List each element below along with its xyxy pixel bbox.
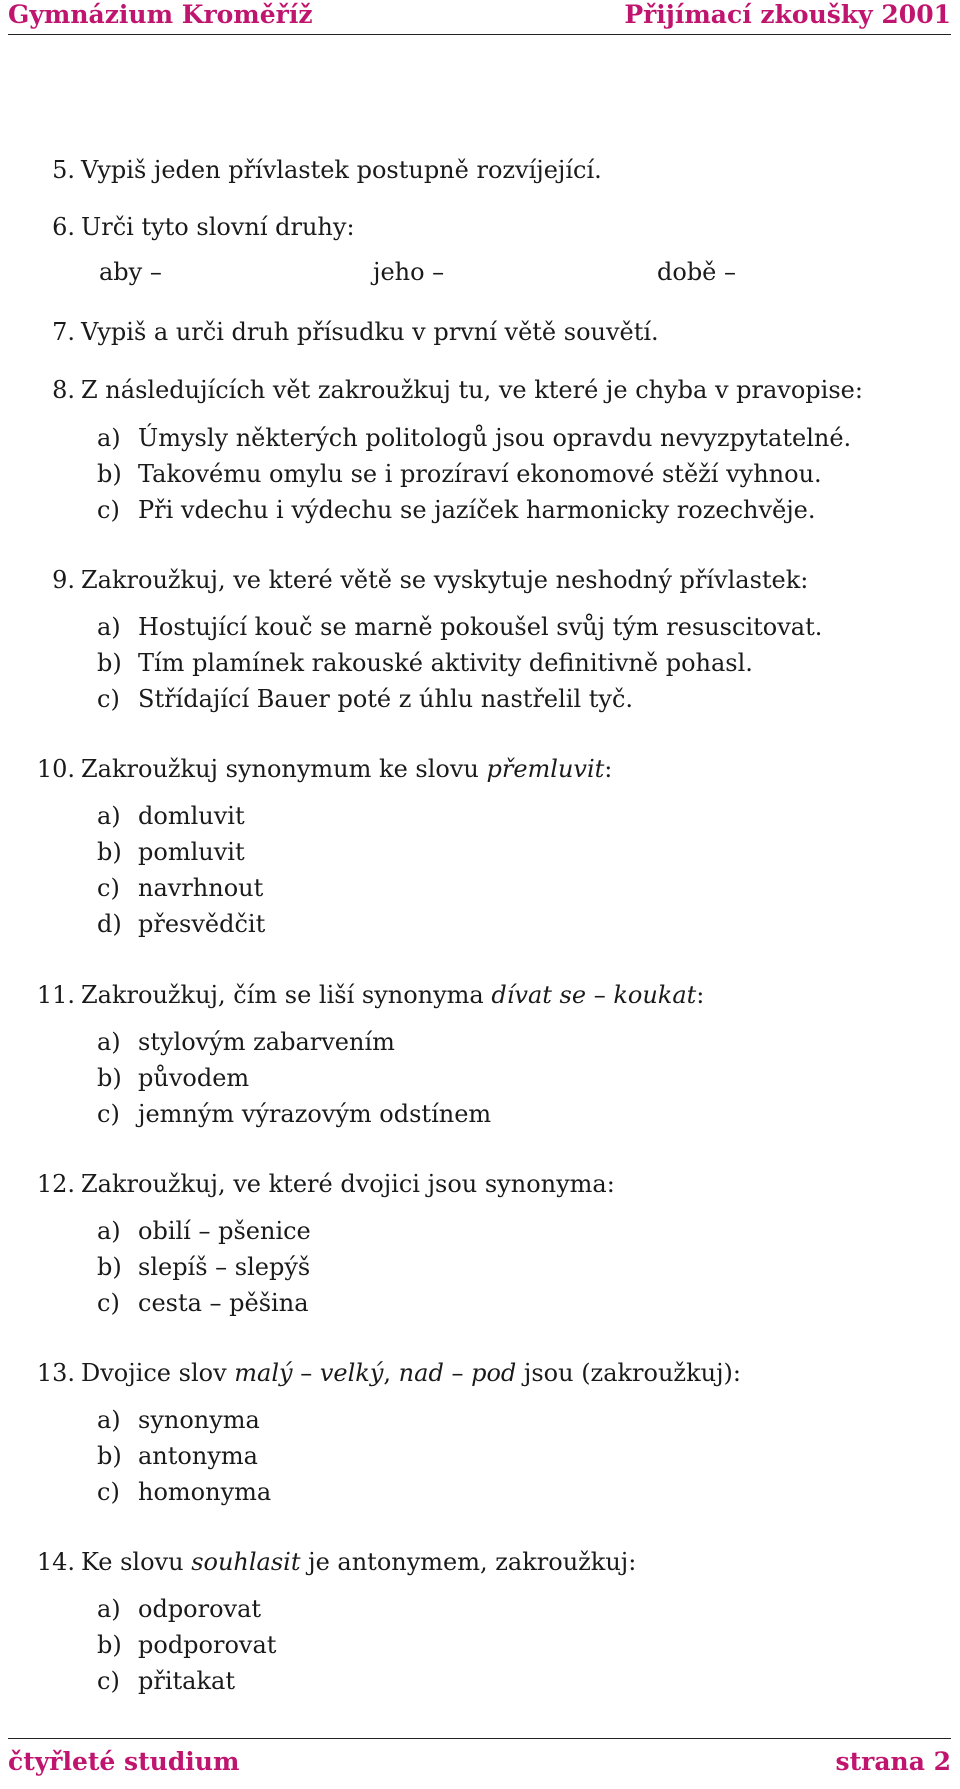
option-text: Tím plamínek rakouské aktivity definitivně pohasl. (138, 649, 753, 677)
option-text: Úmysly některých politologů jsou opravdu nevyzpytatelné. (138, 424, 852, 452)
question-keyword: pod (471, 1359, 517, 1387)
option-text: Takovému omylu se i prozíraví ekonomové stěží vyhnou. (138, 460, 822, 488)
question-5 (52, 156, 602, 184)
question-number: 12. (36, 1170, 75, 1198)
option-label: a) (97, 1217, 121, 1245)
question-text-pre: Dvojice slov (81, 1359, 235, 1387)
option-label: c) (97, 874, 120, 902)
option-text: obilí – pšenice (138, 1217, 311, 1245)
page-footer (8, 1738, 951, 1779)
question-text-post: : (604, 755, 613, 783)
question-dash: – (292, 1359, 320, 1387)
option-text: pomluvit (138, 838, 245, 866)
option-text: přesvědčit (138, 910, 266, 938)
question-text: Vypiš a urči druh přísudku v první větě souvětí. (81, 318, 659, 346)
option-10d[interactable] (97, 910, 265, 938)
question-number: 6. (52, 213, 75, 241)
question-text-post: : (696, 981, 705, 1009)
option-text: jemným výrazovým odstínem (138, 1100, 492, 1128)
option-9b[interactable] (97, 649, 753, 677)
question-text: Z následujících vět zakroužkuj tu, ve které je chyba v pravopise: (81, 376, 863, 404)
question-keyword: dívat se (491, 981, 587, 1009)
option-label: c) (97, 1289, 120, 1317)
option-label: b) (97, 1442, 122, 1470)
question-text-post: je antonymem, zakroužkuj: (300, 1548, 637, 1576)
question-keyword: přemluvit (486, 755, 605, 783)
option-12a[interactable] (97, 1217, 311, 1245)
option-text: Hostující kouč se marně pokoušel svůj tým resuscitovat. (138, 613, 823, 641)
option-text: přitakat (138, 1667, 235, 1695)
option-13b[interactable] (97, 1442, 258, 1470)
option-10b[interactable] (97, 838, 245, 866)
option-10c[interactable] (97, 874, 263, 902)
question-7 (52, 318, 659, 346)
option-13a[interactable] (97, 1406, 260, 1434)
question-keyword: velký (319, 1359, 384, 1387)
question-6 (52, 213, 355, 241)
option-text: antonyma (138, 1442, 258, 1470)
question-number: 13. (36, 1359, 75, 1387)
question-number: 5. (52, 156, 75, 184)
option-label: c) (97, 685, 120, 713)
option-label: c) (97, 1100, 120, 1128)
word-aby: aby – (99, 258, 162, 286)
option-text: homonyma (138, 1478, 272, 1506)
question-8 (52, 376, 863, 404)
option-label: a) (97, 1595, 121, 1623)
option-14a[interactable] (97, 1595, 261, 1623)
question-text-pre: Zakroužkuj, čím se liší synonyma (81, 981, 492, 1009)
question-10 (36, 755, 613, 783)
option-14c[interactable] (97, 1667, 235, 1695)
question-number: 10. (36, 755, 75, 783)
question-keyword: nad (398, 1359, 444, 1387)
option-text: slepíš – slepýš (138, 1253, 311, 1281)
question-text: Zakroužkuj, ve které dvojici jsou synonyma: (81, 1170, 615, 1198)
option-label: c) (97, 496, 120, 524)
question-13 (36, 1359, 741, 1387)
header-exam: Přijímací zkoušky 2001 (624, 0, 951, 29)
word-jeho: jeho – (373, 258, 445, 286)
option-label: a) (97, 613, 121, 641)
question-14 (36, 1548, 637, 1576)
option-label: b) (97, 649, 122, 677)
question-12 (36, 1170, 615, 1198)
option-text: synonyma (138, 1406, 260, 1434)
question-text: Zakroužkuj, ve které větě se vyskytuje neshodný přívlastek: (81, 566, 809, 594)
option-11a[interactable] (97, 1028, 395, 1056)
option-label: c) (97, 1667, 120, 1695)
page-header (8, 0, 951, 35)
option-label: a) (97, 802, 121, 830)
question-9 (52, 566, 809, 594)
question-keyword: koukat (613, 981, 697, 1009)
question-text-pre: Zakroužkuj synonymum ke slovu (81, 755, 487, 783)
option-8b[interactable] (97, 460, 822, 488)
option-text: Při vdechu i výdechu se jazíček harmonicky rozechvěje. (138, 496, 816, 524)
option-text: domluvit (138, 802, 245, 830)
option-11c[interactable] (97, 1100, 491, 1128)
question-text: Vypiš jeden přívlastek postupně rozvíjející. (81, 156, 602, 184)
option-text: cesta – pěšina (138, 1289, 309, 1317)
option-11b[interactable] (97, 1064, 249, 1092)
option-label: b) (97, 460, 122, 488)
footer-study-type: čtyřleté studium (8, 1747, 240, 1776)
question-number: 8. (52, 376, 75, 404)
option-label: d) (97, 910, 122, 938)
option-text: odporovat (138, 1595, 262, 1623)
option-label: a) (97, 424, 121, 452)
option-text: původem (138, 1064, 250, 1092)
option-label: a) (97, 1028, 121, 1056)
header-school: Gymnázium Kroměříž (8, 0, 313, 29)
option-label: b) (97, 1253, 122, 1281)
option-13c[interactable] (97, 1478, 271, 1506)
question-number: 14. (36, 1548, 75, 1576)
question-text: Urči tyto slovní druhy: (81, 213, 355, 241)
question-dash: – (443, 1359, 472, 1387)
option-label: b) (97, 1064, 122, 1092)
question-text-pre: Ke slovu (81, 1548, 192, 1576)
question-comma: , (383, 1359, 399, 1387)
option-9a[interactable] (97, 613, 822, 641)
option-9c[interactable] (97, 685, 633, 713)
question-number: 11. (36, 981, 75, 1009)
option-label: b) (97, 1631, 122, 1659)
option-text: Střídající Bauer poté z úhlu nastřelil tyč. (138, 685, 634, 713)
question-keyword: souhlasit (191, 1548, 301, 1576)
option-text: navrhnout (138, 874, 264, 902)
question-number: 7. (52, 318, 75, 346)
option-text: stylovým zabarvením (138, 1028, 395, 1056)
question-number: 9. (52, 566, 75, 594)
option-12c[interactable] (97, 1289, 309, 1317)
option-label: b) (97, 838, 122, 866)
question-11 (36, 981, 705, 1009)
option-label: a) (97, 1406, 121, 1434)
question-text-post: jsou (zakroužkuj): (516, 1359, 741, 1387)
option-10a[interactable] (97, 802, 245, 830)
footer-page-number: strana 2 (835, 1747, 951, 1776)
question-dash: – (586, 981, 614, 1009)
option-8c[interactable] (97, 496, 816, 524)
word-dobe: době – (657, 258, 737, 286)
option-8a[interactable] (97, 424, 851, 452)
option-text: podporovat (138, 1631, 277, 1659)
option-label: c) (97, 1478, 120, 1506)
question-keyword: malý (234, 1359, 293, 1387)
option-14b[interactable] (97, 1631, 276, 1659)
option-12b[interactable] (97, 1253, 310, 1281)
